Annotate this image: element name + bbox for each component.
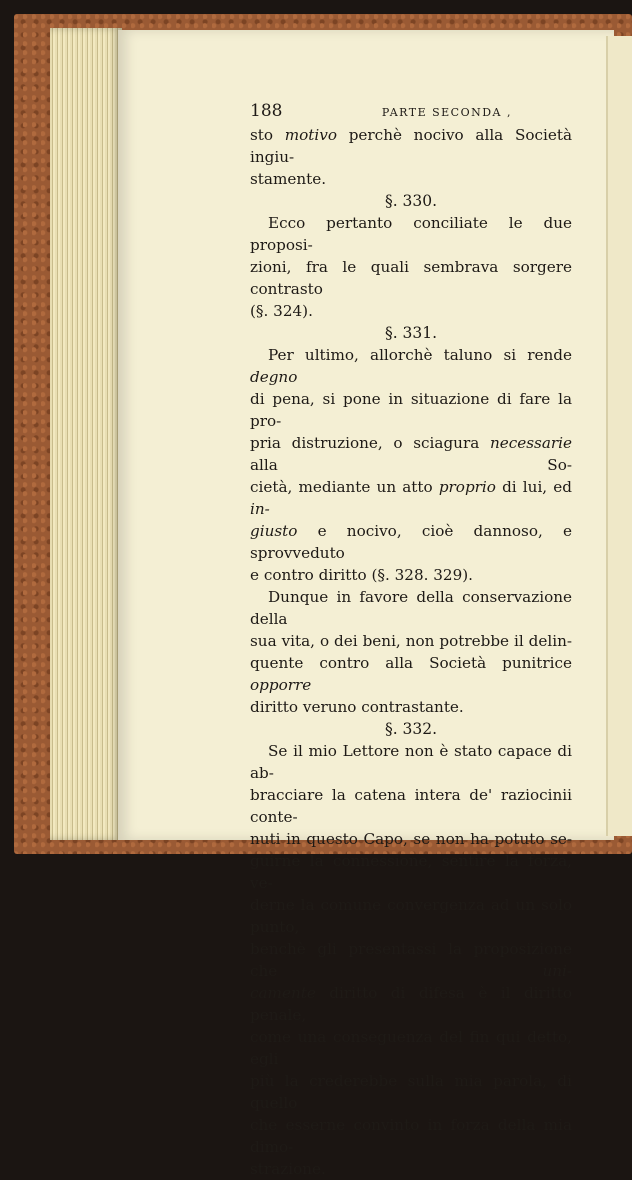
page-text <box>250 100 572 1180</box>
text-line: guirne la connessione, sentire la forza, ve- <box>250 852 572 892</box>
text-line: di pena, si pone in situazione di fare la pro- <box>250 390 572 430</box>
text-line: camente diritto di difesa è il diritto penale, <box>250 984 572 1024</box>
text-line: (§. 324). <box>250 302 313 320</box>
paragraph <box>250 344 572 586</box>
text-line: cietà, mediante un atto proprio di lui, ed in- <box>250 478 572 518</box>
text-line: pria distruzione, o sciagura necessarie alla So- <box>250 434 572 474</box>
paragraph <box>250 212 572 322</box>
page-number: 188 <box>250 101 283 121</box>
text-line: nuti in questo Capo, se non ha potuto se- <box>250 830 572 848</box>
running-head: PARTE SECONDA , <box>381 106 512 119</box>
page-header <box>250 100 572 122</box>
section-number: §. 330. <box>384 192 438 210</box>
text-line: zioni, fra le quali sembrava sorgere contrasto <box>250 258 572 298</box>
text-line: Dunque in favore della conservazione della <box>250 588 572 628</box>
text-line: Ecco pertanto conciliate le due proposi- <box>250 214 572 254</box>
text-line: sto motivo perchè nocivo alla Società ingiu- <box>250 126 572 166</box>
text-line: che esserne convinto in forza della mia dimo- <box>250 1116 572 1156</box>
paragraph <box>250 124 572 190</box>
text-line: benchè gli presentassi la proposizione che uni- <box>250 940 572 980</box>
text-line: stamente. <box>250 170 327 188</box>
paragraph <box>250 740 572 1180</box>
page-edges <box>50 28 122 840</box>
text-line: derne la comune convergenza ad un solo punto, <box>250 896 572 936</box>
text-line: e contro diritto (§. 328. 329). <box>250 566 474 584</box>
section-number: §. 332. <box>384 720 438 738</box>
text-line: come una conseguenza del fin qui detto, egli <box>250 1028 572 1068</box>
text-line: bracciare la catena intera de' raziocinii conte- <box>250 786 572 826</box>
paragraph <box>250 586 572 718</box>
facing-page-edge <box>606 36 632 836</box>
text-line: Se il mio Lettore non è stato capace di ab- <box>250 742 572 782</box>
text-line: diritto veruno contrastante. <box>250 698 464 716</box>
text-line: più la crederebbe sulla mia parola, di quello <box>250 1072 572 1112</box>
text-line: Per ultimo, allorchè taluno si rende degno <box>250 346 572 386</box>
text-line: giusto e nocivo, cioè dannoso, e sprovveduto <box>250 522 572 562</box>
text-line: quente contro alla Società punitrice opporre <box>250 654 572 694</box>
text-line: strazione. <box>250 1160 326 1178</box>
section-number: §. 331. <box>384 324 438 342</box>
text-line: sua vita, o dei beni, non potrebbe il delin- <box>250 632 572 650</box>
